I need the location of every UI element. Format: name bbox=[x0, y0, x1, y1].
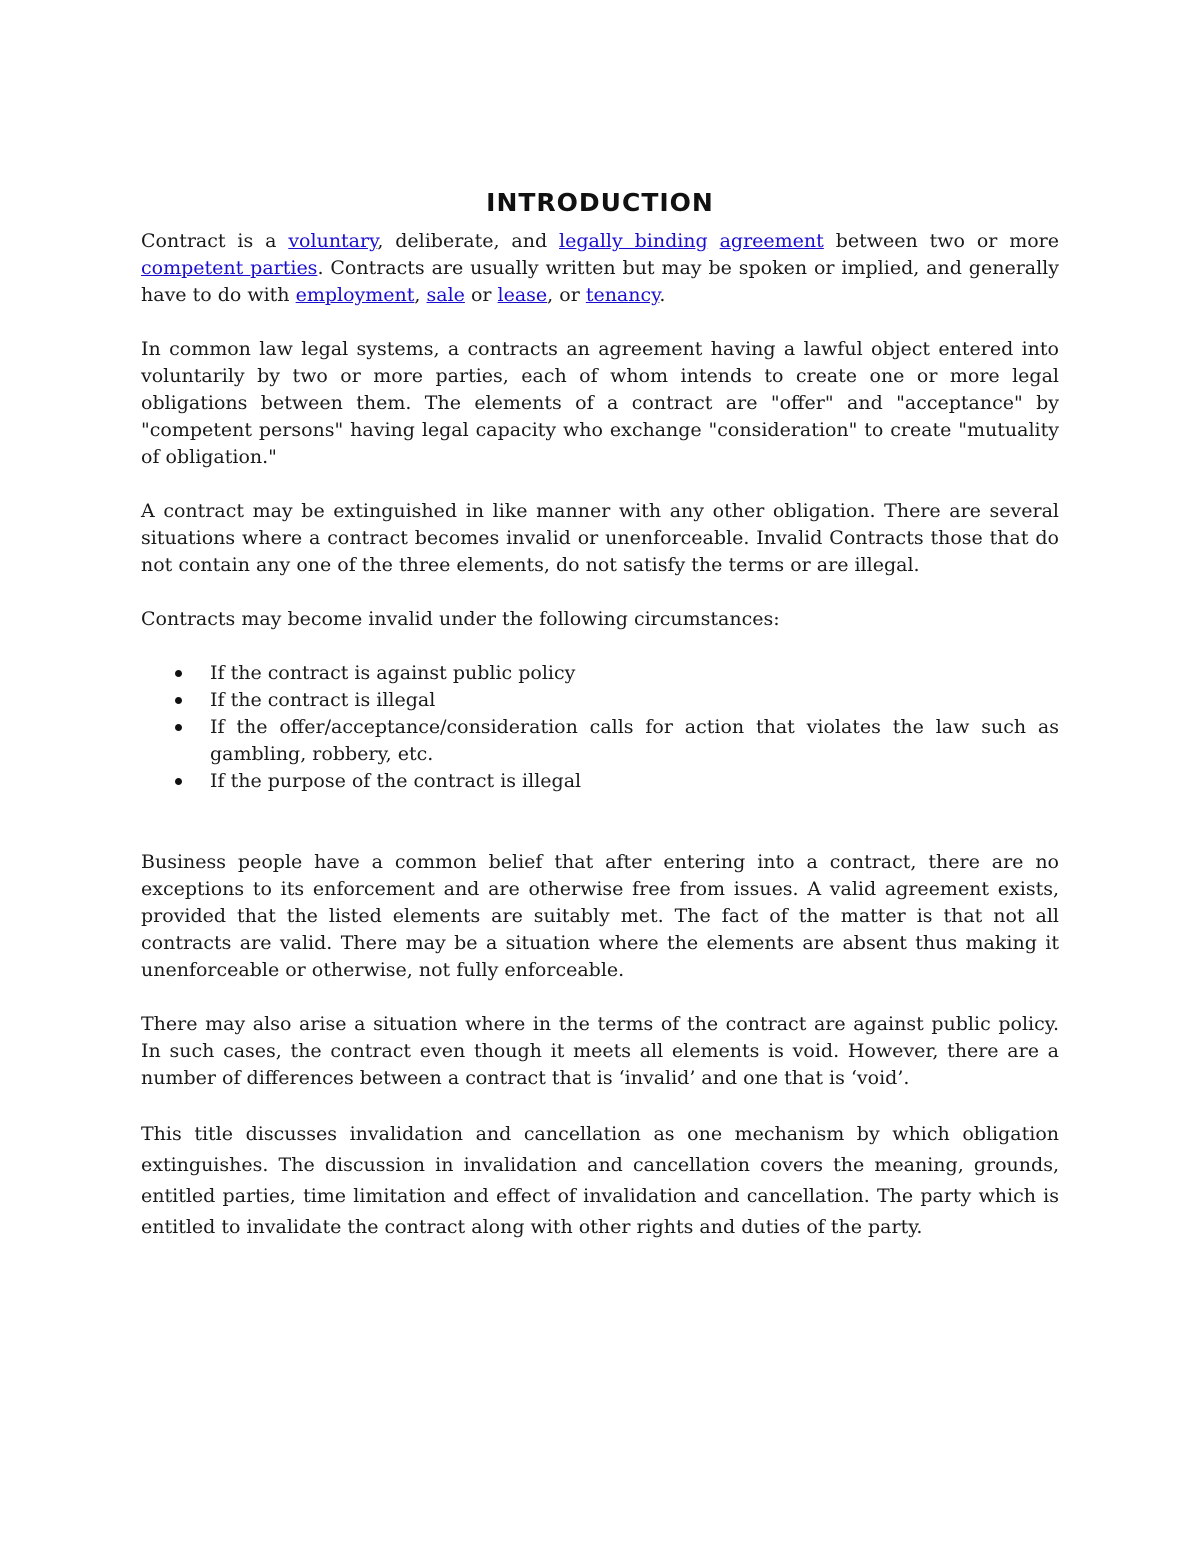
list-item bbox=[210, 687, 1059, 714]
blank-line bbox=[141, 822, 1059, 849]
bullet-icon bbox=[175, 724, 182, 731]
list-item-text: If the offer/acceptance/consideration calls for action that violates the law such as gambling, robbery, etc. bbox=[210, 716, 1059, 765]
list-item bbox=[210, 660, 1059, 687]
page-title: INTRODUCTION bbox=[486, 188, 714, 217]
link-sale[interactable]: sale bbox=[426, 284, 465, 306]
paragraph-extinguished: A contract may be extinguished in like manner with any other obligation. There are several situations where a contract becomes invalid or unenforceable. Invalid Contracts those that do not contain any one of the three elements, do not satisfy the terms or are illegal. bbox=[141, 500, 1059, 576]
paragraph-circumstances-intro: Contracts may become invalid under the following circumstances: bbox=[141, 608, 780, 630]
link-tenancy[interactable]: tenancy bbox=[585, 284, 660, 306]
paragraph-intro bbox=[141, 228, 1059, 309]
text-run: , deliberate, and bbox=[377, 230, 560, 252]
link-employment[interactable]: employment bbox=[295, 284, 415, 306]
bullet-icon bbox=[175, 670, 182, 677]
text-run: . bbox=[659, 284, 666, 306]
list-item bbox=[210, 768, 1059, 795]
list-item-text: If the purpose of the contract is illegal bbox=[210, 770, 582, 792]
link-lease[interactable]: lease bbox=[497, 284, 548, 306]
list-item bbox=[210, 714, 1059, 768]
link-voluntary[interactable]: voluntary bbox=[288, 230, 378, 252]
text-run: between two or more bbox=[823, 230, 1059, 252]
text-run: Contract is a bbox=[141, 230, 289, 252]
text-run: , bbox=[414, 284, 427, 306]
circumstances-list bbox=[141, 660, 1059, 795]
paragraph-common-law: In common law legal systems, a contracts an agreement having a lawful object entered into voluntarily by two or more parties, each of whom intends to create one or more legal obligations between them. The elements of a contract are "offer" and "acceptance" by "competent persons" having legal capacity who exchange "consideration" to create "mutuality of obligation." bbox=[141, 338, 1059, 468]
text-run bbox=[708, 230, 720, 252]
link-legally-binding[interactable]: legally binding bbox=[559, 230, 708, 252]
paragraph-public-policy: There may also arise a situation where in the terms of the contract are against public policy. In such cases, the contract even though it meets all elements is void. However, there are a number of differences between a contract that is ‘invalid’ and one that is ‘void’. bbox=[141, 1013, 1059, 1089]
link-competent-parties[interactable]: competent parties bbox=[141, 257, 318, 279]
text-run: , or bbox=[547, 284, 586, 306]
list-item-text: If the contract is against public policy bbox=[210, 662, 576, 684]
text-run: . Contracts are usually written but may be spoken or implied, and generally have to do with bbox=[141, 257, 1059, 306]
paragraph-title-discussion: This title discusses invalidation and cancellation as one mechanism by which obligation extinguishes. The discussion in invalidation and cancellation covers the meaning, grounds, entitled parties, time limitation and effect of invalidation and cancellation. The party which is entitled to invalidate the contract along with other rights and duties of the party. bbox=[141, 1123, 1059, 1238]
document-body bbox=[141, 186, 1059, 1270]
paragraph-business-people: Business people have a common belief that after entering into a contract, there are no exceptions to its enforcement and are otherwise free from issues. A valid agreement exists, provided that the listed elements are suitably met. The fact of the matter is that not all contracts are valid. There may be a situation where the elements are absent thus making it unenforceable or otherwise, not fully enforceable. bbox=[141, 851, 1059, 981]
bullet-icon bbox=[175, 778, 182, 785]
text-run: or bbox=[464, 284, 498, 306]
bullet-icon bbox=[175, 697, 182, 704]
list-item-text: If the contract is illegal bbox=[210, 689, 436, 711]
link-agreement[interactable]: agreement bbox=[719, 230, 824, 252]
